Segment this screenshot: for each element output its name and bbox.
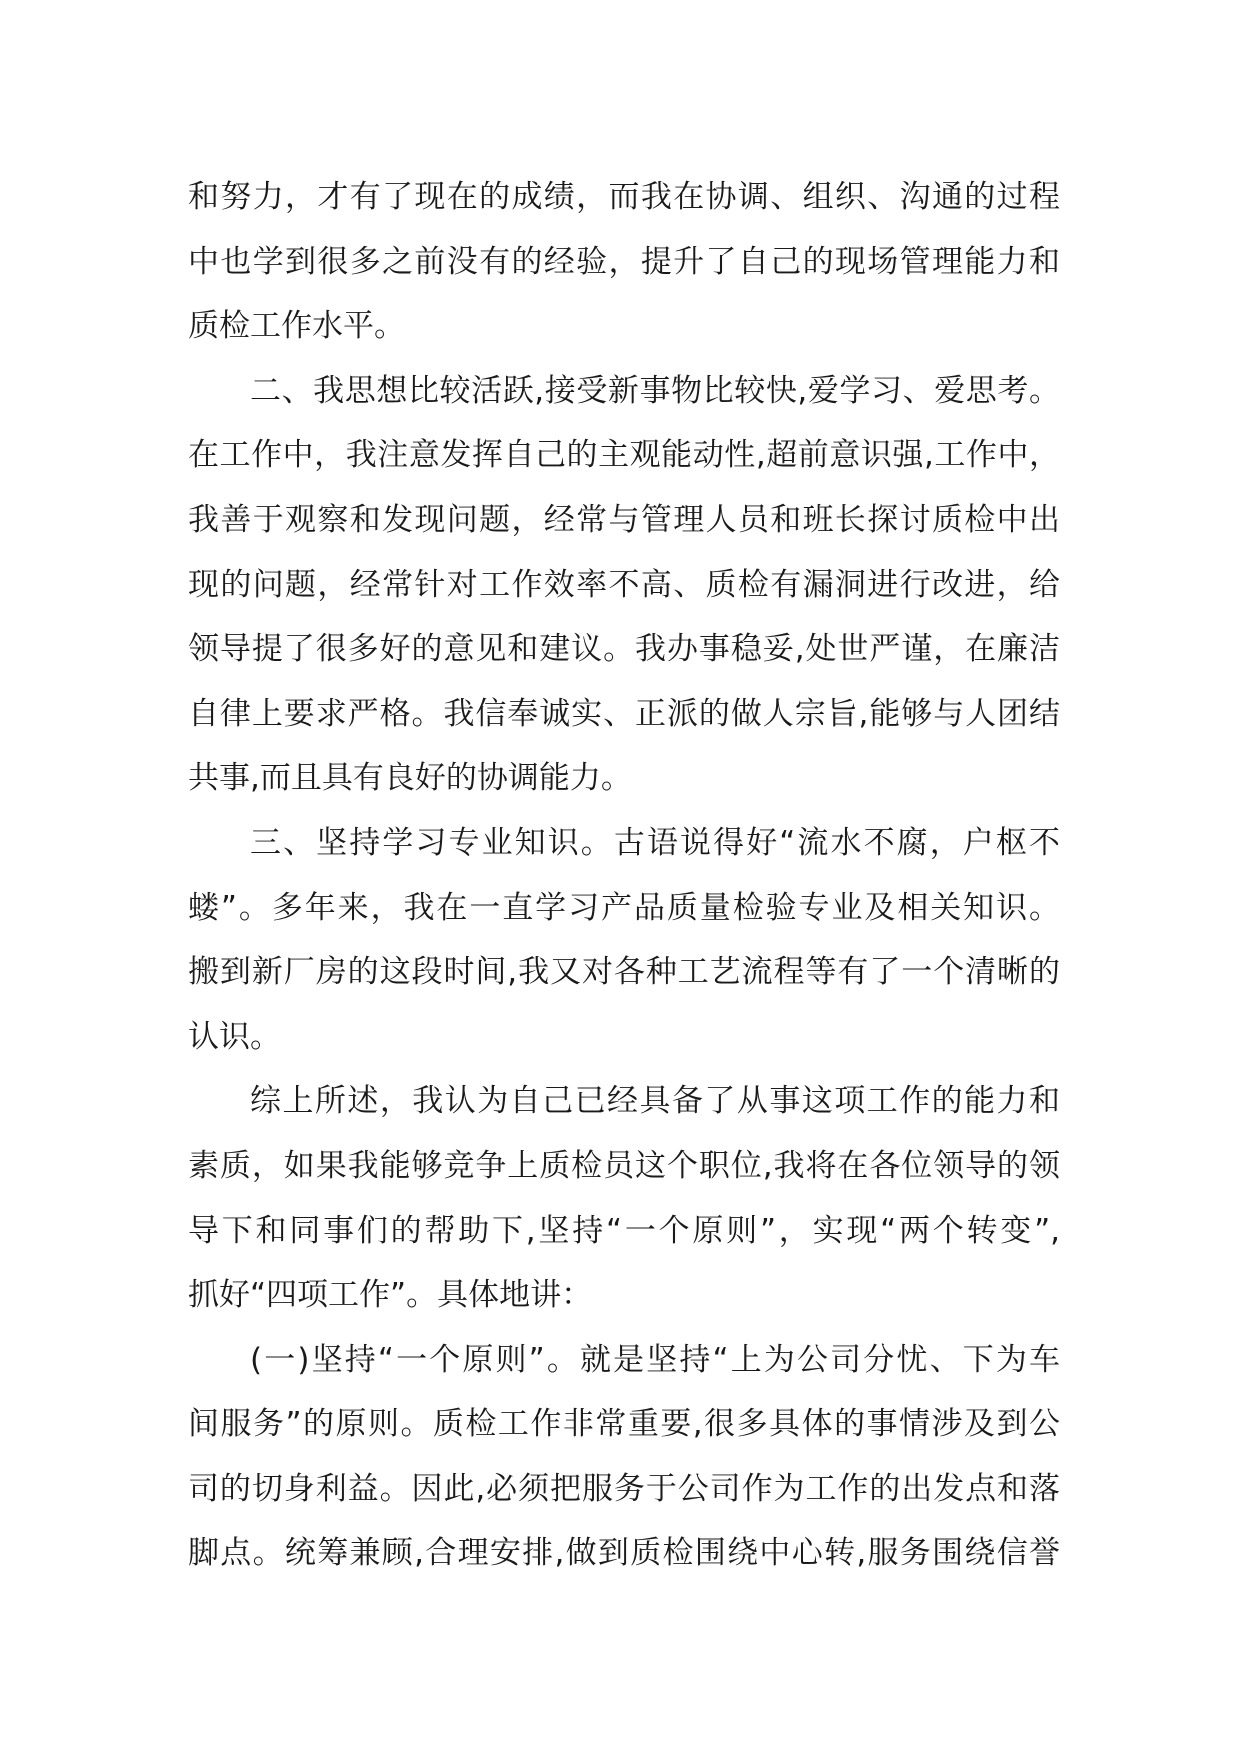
text-line: 三、坚持学习专业知识。古语说得好“流水不腐，户枢不 (250, 824, 1060, 861)
text-line: 抓好“四项工作”。具体地讲： (188, 1277, 593, 1314)
body-text (188, 165, 1060, 1586)
text-line: 领导提了很多好的意见和建议。我办事稳妥,处世严谨，在廉洁 (188, 631, 1060, 668)
text-line: 认识。 (188, 1018, 281, 1055)
text-line: 综上所述，我认为自己已经具备了从事这项工作的能力和 (250, 1083, 1060, 1120)
text-line: 素质，如果我能够竞争上质检员这个职位,我将在各位领导的领 (188, 1147, 1060, 1184)
text-line: 中也学到很多之前没有的经验，提升了自己的现场管理能力和 (188, 243, 1060, 280)
text-line: 现的问题，经常针对工作效率不高、质检有漏洞进行改进，给 (188, 566, 1060, 603)
text-line: 共事,而且具有良好的协调能力。 (188, 760, 632, 797)
text-line: 间服务”的原则。质检工作非常重要,很多具体的事情涉及到公 (188, 1406, 1060, 1443)
text-line: 搬到新厂房的这段时间,我又对各种工艺流程等有了一个清晰的 (188, 954, 1060, 991)
text-line: 自律上要求严格。我信奉诚实、正派的做人宗旨,能够与人团结 (188, 695, 1060, 732)
text-line: 在工作中，我注意发挥自己的主观能动性,超前意识强,工作中， (188, 437, 1060, 474)
text-line: 质检工作水平。 (188, 308, 405, 345)
text-line: 二、我思想比较活跃,接受新事物比较快,爱学习、爱思考。 (250, 372, 1060, 409)
text-line: 蝼”。多年来，我在一直学习产品质量检验专业及相关知识。 (188, 889, 1060, 926)
text-line: 和努力，才有了现在的成绩，而我在协调、组织、沟通的过程 (188, 179, 1060, 215)
text-line: 我善于观察和发现问题，经常与管理人员和班长探讨质检中出 (188, 501, 1060, 538)
text-line: 脚点。统筹兼顾,合理安排,做到质检围绕中心转,服务围绕信誉 (188, 1535, 1060, 1572)
text-line: 司的切身利益。因此,必须把服务于公司作为工作的出发点和落 (188, 1470, 1060, 1507)
text-line: 导下和同事们的帮助下,坚持“一个原则”，实现“两个转变”, (188, 1212, 1060, 1249)
text-line: (一)坚持“一个原则”。就是坚持“上为公司分忧、下为车 (250, 1341, 1060, 1378)
